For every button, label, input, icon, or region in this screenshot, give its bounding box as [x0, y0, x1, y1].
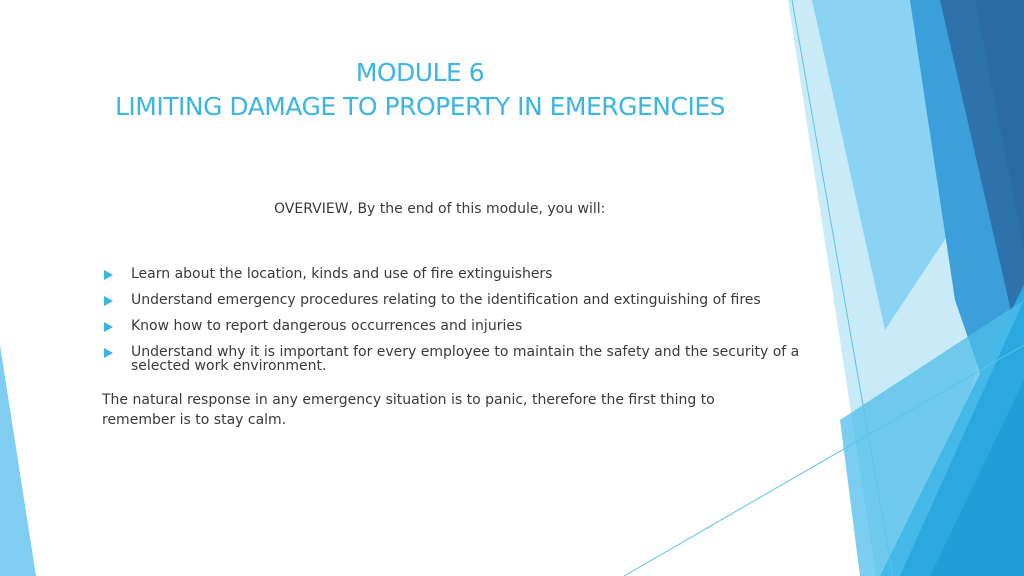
- bullet-text: Understand why it is important for every employee to maintain the safety and the security of a selected work environment.: [131, 344, 800, 374]
- triangle-right-icon: [104, 348, 113, 358]
- closing-note: The natural response in any emergency situation is to panic, therefore the first thing to remember is to stay calm.: [102, 392, 715, 428]
- list-item: [102, 319, 822, 333]
- list-item: [102, 345, 822, 373]
- triangle-right-icon: [104, 322, 113, 332]
- list-item: [102, 293, 822, 307]
- bullet-text: Learn about the location, kinds and use of fire extinguishers: [131, 266, 553, 282]
- bullet-text: Understand emergency procedures relating to the identification and extinguishing of fires: [131, 292, 761, 308]
- left-edge-shape: [0, 345, 36, 576]
- list-item: [102, 267, 822, 281]
- overview-heading: OVERVIEW, By the end of this module, you will:: [274, 201, 606, 217]
- slide-title: [40, 56, 800, 124]
- triangle-right-icon: [104, 296, 113, 306]
- bullet-list: [102, 267, 822, 385]
- title-line-topic: LIMITING DAMAGE TO PROPERTY IN EMERGENCIES: [114, 92, 726, 121]
- triangle-right-icon: [104, 270, 113, 280]
- bullet-text: Know how to report dangerous occurrences and injuries: [131, 318, 523, 334]
- title-line-module: MODULE 6: [355, 58, 485, 87]
